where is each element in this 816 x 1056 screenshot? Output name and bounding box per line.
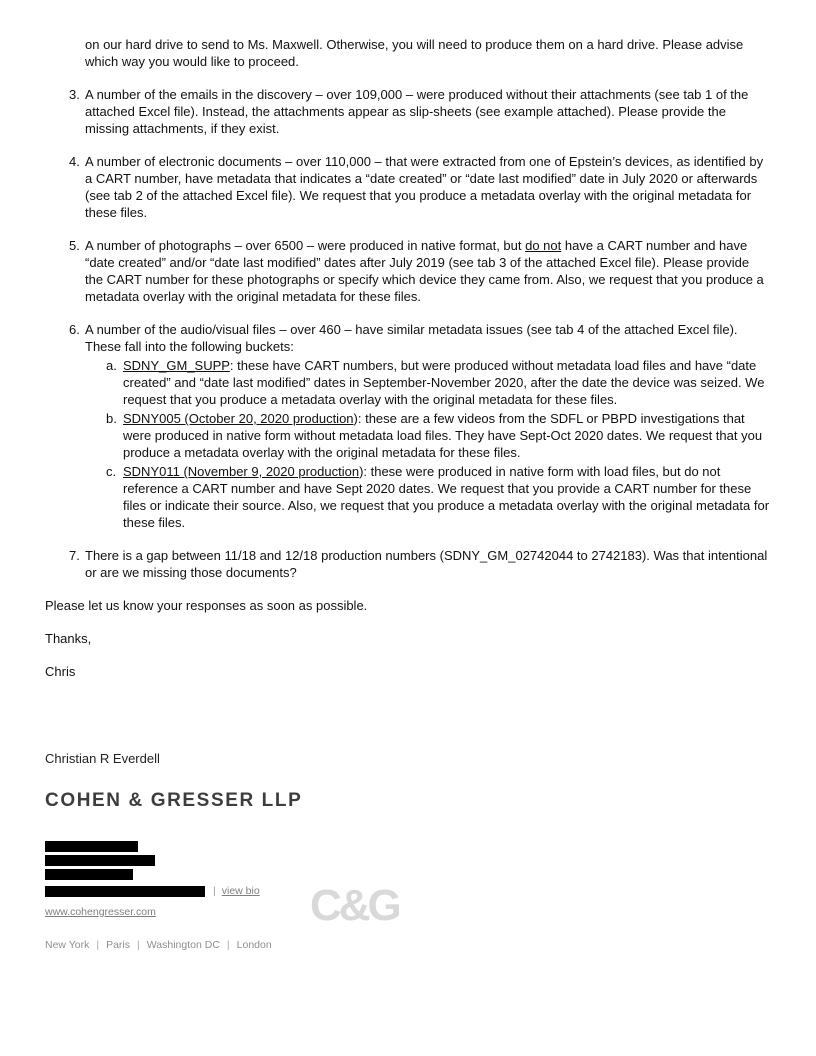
sub-text-segment: : these have CART numbers, but were produced without metadata load files and have “date created” and “date last modified” dates in September-November 2020, after the date the device was seized. We request that you produce a metadata overlay with the original metadata for these files. — [123, 358, 765, 407]
separator: | — [213, 885, 216, 897]
list-number: 3. — [69, 87, 80, 102]
redaction-row — [45, 883, 770, 900]
sub-text-segment: ): these were produced in native form with load files, but do not reference a CART number and have Sept 2020 dates. We request that you provide a CART number for these files or indicate their source. Also, we request that you produce a metadata overlay with the original metadata for these files. — [123, 464, 770, 530]
list-text: There is a gap between 11/18 and 12/18 production numbers (SDNY_GM_02742044 to 2742183). Was that intentional or are we missing those documents? — [85, 548, 768, 580]
sub-item-text — [123, 410, 770, 461]
sub-item-b — [106, 410, 770, 461]
sub-text-segment: ): these are a few videos from the SDFL or PBPD investigations that were produced in native form without metadata load files. They have Sept-Oct 2020 dates. We request that you produce a metadata overlay with the original metadata for these files. — [123, 411, 763, 460]
sub-item-letter: c. — [106, 464, 117, 479]
office-separator: | — [137, 939, 140, 951]
cg-monogram-logo: C&G — [310, 881, 399, 930]
sub-item-letter: a. — [106, 358, 117, 373]
list-number: 6. — [69, 322, 80, 337]
list-item-4 — [69, 153, 770, 221]
redacted-contact-info — [45, 841, 770, 900]
underlined-phrase: SDNY_GM_SUPP — [123, 358, 230, 373]
list-item-7 — [69, 547, 770, 581]
office-name: New York — [45, 939, 90, 951]
office-separator: | — [96, 939, 100, 951]
list-item-6 — [69, 321, 770, 531]
list-number: 5. — [69, 238, 80, 253]
thanks-line: Thanks, — [45, 631, 92, 646]
list-text: A number of electronic documents – over 110,000 – that were extracted from one of Epstein’s devices, as identified by a CART number, have metadata that indicates a “date created” or “date last modified” date in July 2020 or afterwards (see tab 2 of the attached Excel file). We request that you produce a metadata overlay with the original metadata for these files. — [85, 154, 764, 220]
redaction-bar-2 — [45, 855, 155, 866]
list-number: 4. — [69, 154, 80, 169]
underlined-phrase: SDNY011 (November 9, 2020 production — [123, 464, 360, 479]
list-text — [85, 237, 770, 305]
sub-item-text — [123, 463, 770, 531]
list-text: A number of the emails in the discovery – over 109,000 – were produced without their attachments (see tab 1 of the attached Excel file). Instead, the attachments appear as slip-sheets (see example attached). Please provide the missing attachments, if they exist. — [85, 87, 749, 136]
view-bio-link[interactable]: view bio — [221, 885, 260, 897]
underlined-phrase: do not — [525, 238, 562, 253]
underlined-phrase: SDNY005 (October 20, 2020 production — [123, 411, 354, 426]
office-name: Paris — [106, 939, 131, 951]
redaction-bar-1 — [45, 841, 138, 852]
sub-item-text — [123, 357, 770, 408]
sender-full-name: Christian R Everdell — [45, 751, 160, 766]
offices-line — [45, 937, 770, 954]
list-text-segment: A number of photographs – over 6500 – were produced in native format, but — [85, 238, 526, 253]
paragraph-continuation: on our hard drive to send to Ms. Maxwell. Otherwise, you will need to produce them on a hard drive. Please advise which way you would like to proceed. — [85, 37, 744, 69]
sub-item-letter: b. — [106, 411, 117, 426]
numbered-list — [69, 86, 770, 581]
redaction-bar-3 — [45, 869, 133, 880]
list-lead-text: A number of the audio/visual files – over 460 – have similar metadata issues (see tab 4 of the attached Excel file). These fall into the following buckets: — [85, 322, 738, 354]
list-item-3 — [69, 86, 770, 137]
sub-item-c — [106, 463, 770, 531]
office-separator: | — [226, 939, 230, 951]
office-name: London — [236, 939, 272, 951]
website-link[interactable]: www.cohengresser.com — [45, 906, 156, 918]
list-number: 7. — [69, 548, 80, 563]
sub-item-a — [106, 357, 770, 408]
closing-line: Please let us know your responses as soon as possible. — [45, 598, 368, 613]
list-text — [85, 321, 770, 531]
signature-block — [45, 750, 770, 954]
signoff-name: Chris — [45, 664, 76, 679]
list-item-5 — [69, 237, 770, 305]
office-name: Washington DC — [146, 939, 220, 951]
redaction-bar-4 — [45, 886, 205, 897]
list-text-segment: have a CART number and have “date created” and/or “date last modified” dates after July 2019 (see tab 3 of the attached Excel file). Please provide the CART number for these photographs or specify which device they came from. Also, we request that you produce a metadata overlay with the original metadata for these files. — [85, 238, 764, 304]
firm-logo-text: COHEN & GRESSER LLP — [45, 790, 303, 811]
